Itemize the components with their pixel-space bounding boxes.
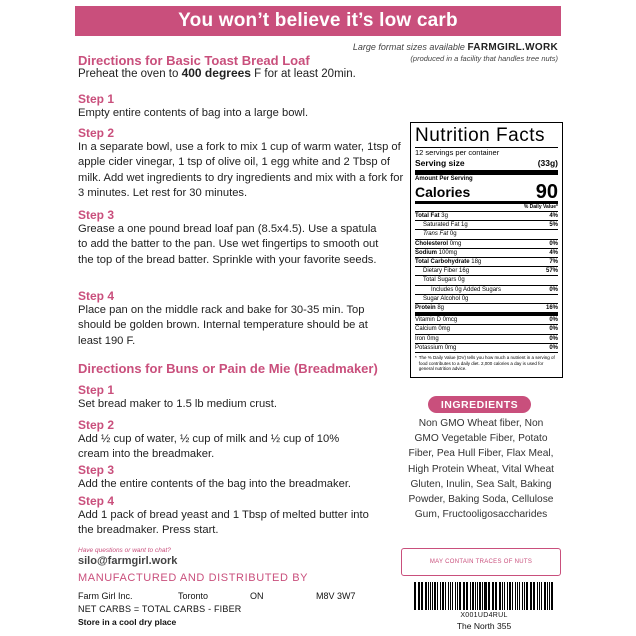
toast-step-4-text: Place pan on the middle rack and bake for 30-35 min. Top should be golden brown. Internal temperature should be at least 190 F.	[78, 304, 368, 347]
nutrient-label: Total Fat 3g	[415, 213, 448, 219]
city: Toronto	[178, 591, 209, 601]
nutrient-row	[415, 249, 558, 258]
nutrient-amount: 8g	[437, 305, 445, 312]
nutrient-amount: 0g	[461, 295, 469, 302]
nutrient-amount: 0mg	[438, 326, 451, 333]
buns-heading: Directions for Buns or Pain de Mie (Breadmaker)	[78, 361, 378, 376]
barcode-code: X001UD4RUL	[460, 612, 508, 619]
calories-label: Calories	[415, 184, 471, 200]
nutrient-row	[415, 276, 558, 285]
nutrient-daily-value: 0%	[549, 240, 558, 247]
nutrient-amount: 3g	[441, 213, 448, 219]
nutrient-amount: 18g	[471, 259, 482, 266]
nutrient-daily-value: 0%	[549, 344, 558, 351]
calories-value: 90	[535, 181, 558, 203]
nutrient-label: Protein 8g	[415, 305, 445, 312]
nutrient-amount: 0mg	[449, 240, 462, 247]
nutrient-label: Sugar Alcohol 0g	[423, 295, 469, 302]
brand-url[interactable]: FARMGIRL.WORK	[467, 42, 558, 53]
nutrient-row	[415, 258, 558, 267]
nutrient-row	[415, 230, 558, 239]
storage-instruction: Store in a cool dry place	[78, 617, 177, 627]
nutrient-label: Trans Fat 0g	[423, 231, 457, 238]
toast-heading: Directions for Basic Toast Bread Loaf	[78, 53, 310, 68]
toast-step-3-text: Grease a one pound bread loaf pan (8.5x4.5). Use a spatula to add the batter to the pan. Use wet fingertips to smooth out the top of the bread batter. Sprinkle with your favorite seeds.	[78, 223, 379, 266]
nutrient-row	[415, 304, 558, 316]
nutrition-facts-panel	[410, 122, 563, 378]
toast-step-1-text: Empty entire contents of bag into a large bowl.	[78, 107, 309, 119]
nutrient-row	[415, 212, 558, 221]
nutrient-row	[415, 316, 558, 325]
nut-traces-warning: MAY CONTAIN TRACES OF NUTS	[401, 548, 561, 576]
nutrient-amount: 0mg	[427, 335, 439, 342]
preheat-temp: 400 degrees	[181, 66, 251, 80]
buns-step-4-label: Step 4	[78, 494, 115, 508]
servings-per-container: 12 servings per container	[415, 148, 500, 157]
nutrition-footnote	[415, 355, 558, 372]
barcode-icon	[414, 582, 554, 610]
nutrient-row	[415, 286, 558, 295]
nutrient-label: Vitamin D 0mcg	[415, 317, 458, 324]
postal-code: M8V 3W7	[316, 591, 356, 601]
serving-size-row	[415, 158, 558, 175]
nutrient-amount: 0g	[449, 231, 457, 238]
ingredients-badge: INGREDIENTS	[428, 396, 531, 413]
buns-step-2-text: Add ½ cup of water, ½ cup of milk and ½ cup of 10% cream into the breadmaker.	[78, 433, 340, 461]
preheat-text	[78, 66, 398, 82]
nutrient-daily-value: 4%	[549, 249, 558, 256]
buns-step-1-text: Set bread maker to 1.5 lb medium crust.	[78, 398, 277, 410]
buns-step-4-text: Add 1 pack of bread yeast and 1 Tbsp of melted butter into the breadmaker. Press start.	[78, 509, 369, 537]
nutrient-row	[415, 335, 558, 344]
nutrient-row	[415, 267, 558, 276]
facility-note: (produced in a facility that handles tree nuts)	[410, 54, 558, 63]
nutrient-daily-value: 7%	[549, 259, 558, 266]
toast-step-2-label: Step 2	[78, 126, 115, 140]
toast-step-4-label: Step 4	[78, 289, 115, 303]
manufactured-by: MANUFACTURED AND DISTRIBUTED BY	[78, 572, 309, 584]
net-carbs-formula: NET CARBS = TOTAL CARBS - FIBER	[78, 604, 242, 614]
large-format-note	[353, 42, 558, 53]
nutrient-daily-value: 4%	[549, 213, 558, 219]
nutrient-row	[415, 221, 558, 230]
ingredients-list: Non GMO Wheat fiber, Non GMO Vegetable Fiber, Potato Fiber, Pea Hull Fiber, Flax Meal, High Protein Wheat, Vital Wheat Gluten, Inulin, Sea Salt, Baking Powder, Baking Soda, Cellulose Gum, Fructooligosaccharides	[408, 418, 554, 521]
nutrient-daily-value: 57%	[545, 268, 558, 275]
amount-per-serving: Amount Per Serving	[415, 176, 473, 182]
nutrient-amount: 100mg	[438, 249, 458, 256]
nutrient-daily-value: 0%	[549, 286, 558, 293]
nutrient-label: Iron 0mg	[415, 335, 439, 342]
buns-step-2-label: Step 2	[78, 418, 115, 432]
toast-step-1-label: Step 1	[78, 92, 115, 106]
footnote-text: The % Daily Value (DV) tells you how much a nutrient in a serving of food contributes to a daily diet. 2,000 calories a day is used for general nutrition advice.	[418, 355, 555, 372]
nutrient-label: Total Sugars 0g	[423, 277, 465, 284]
daily-value-header: % Daily Value*	[415, 204, 558, 212]
header-banner: You won’t believe it’s low carb	[75, 6, 561, 36]
nutrient-label: Cholesterol 0mg	[415, 240, 462, 247]
nutrient-row	[415, 240, 558, 249]
preheat-post: F for at least 20min.	[250, 68, 356, 80]
nutrient-daily-value: 16%	[545, 305, 558, 312]
nutrient-label: Calcium 0mg	[415, 326, 451, 333]
nutrient-label: Total Carbohydrate 18g	[415, 259, 482, 266]
barcode-title: The North 355	[456, 621, 512, 631]
nutrient-amount: 0mcg	[442, 317, 458, 324]
contact-question: Have questions or want to chat?	[78, 547, 171, 554]
buns-step-3-label: Step 3	[78, 463, 115, 477]
nutrient-label: Includes 0g Added Sugars	[431, 286, 502, 293]
nutrient-row	[415, 344, 558, 353]
buns-step-1-label: Step 1	[78, 383, 115, 397]
nutrient-amount: 0mg	[444, 344, 457, 351]
toast-step-2-text: In a separate bowl, use a fork to mix 1 cup of warm water, 1tsp of apple cider vinegar, 1 tsp of olive oil, 1 egg white and 2 Tbsp of milk. Add wet ingredients to dry ingredients and mix with a fork for 3 minutes. Let rest for 30 minutes.	[78, 141, 404, 200]
preheat-pre: Preheat the oven to	[78, 68, 182, 80]
company-name: Farm Girl Inc.	[78, 591, 133, 601]
nutrient-label: Dietary Fiber 16g	[423, 268, 470, 275]
contact-email[interactable]: silo@farmgirl.work	[78, 555, 178, 567]
large-format-text: Large format sizes available	[352, 42, 465, 52]
toast-step-3-label: Step 3	[78, 208, 115, 222]
nutrient-daily-value: 0%	[549, 317, 558, 324]
nutrient-daily-value: 0%	[549, 335, 558, 342]
nutrition-title: Nutrition Facts	[415, 125, 558, 148]
footnote-mark: *	[415, 355, 417, 361]
buns-step-3-text: Add the entire contents of the bag into the breadmaker.	[78, 478, 352, 490]
nutrient-daily-value: 0%	[549, 326, 558, 333]
nutrient-amount: 0g	[458, 277, 465, 284]
province: ON	[250, 591, 264, 601]
nutrient-row	[415, 325, 558, 334]
nutrient-row	[415, 295, 558, 304]
nutrient-label: Potassium 0mg	[415, 344, 457, 351]
nutrient-label: Saturated Fat 1g	[423, 222, 468, 229]
serving-size-value: (33g)	[537, 158, 558, 168]
nutrient-label: Sodium 100mg	[415, 249, 458, 256]
nutrient-daily-value: 5%	[549, 222, 558, 229]
calories-row	[415, 183, 558, 204]
nutrient-rows	[415, 212, 558, 353]
serving-size-label: Serving size	[415, 158, 465, 168]
nutrient-amount: 16g	[459, 268, 470, 275]
nutrient-amount: 1g	[461, 222, 468, 229]
